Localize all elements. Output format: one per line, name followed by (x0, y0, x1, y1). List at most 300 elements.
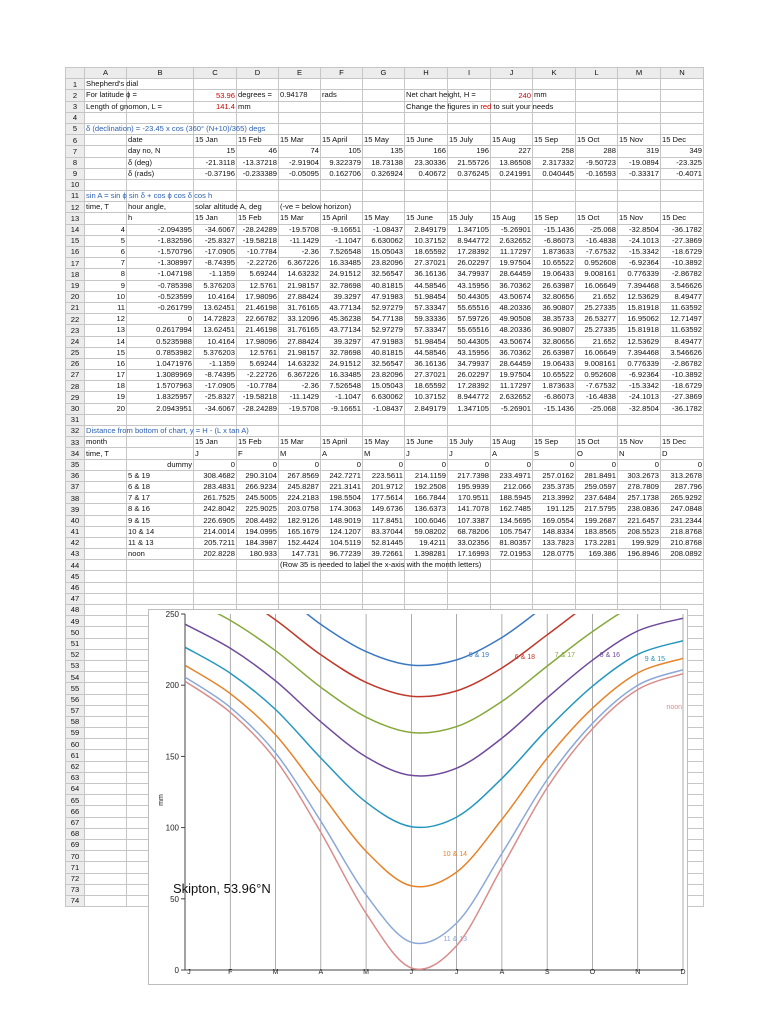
cell-f1[interactable] (321, 79, 363, 90)
cell-b18[interactable] (127, 269, 194, 280)
cell-f43[interactable] (321, 549, 363, 560)
row-header[interactable]: 53 (66, 660, 85, 671)
cell-j15[interactable] (491, 235, 533, 246)
row-header[interactable]: 49 (66, 616, 85, 627)
cell-c41[interactable] (194, 526, 237, 537)
cell-n31[interactable] (661, 414, 704, 425)
row-header[interactable]: 61 (66, 750, 85, 761)
cell-c19[interactable] (194, 280, 237, 291)
cell-k39[interactable] (533, 504, 576, 515)
cell-m42[interactable] (618, 537, 661, 548)
cell-f27[interactable] (321, 370, 363, 381)
cell-m44[interactable] (618, 560, 661, 571)
cell-m3[interactable] (618, 101, 661, 112)
cell-k16[interactable] (533, 247, 576, 258)
cell-c16[interactable] (194, 247, 237, 258)
cell-d14[interactable] (237, 224, 279, 235)
cell-m10[interactable] (618, 179, 661, 190)
row-header[interactable]: 38 (66, 493, 85, 504)
cell-a41[interactable] (85, 526, 127, 537)
cell-m5[interactable] (618, 123, 661, 134)
cell-e8[interactable] (279, 157, 321, 168)
cell-e1[interactable] (279, 79, 321, 90)
cell-i14[interactable] (448, 224, 491, 235)
cell-l32[interactable] (576, 426, 618, 437)
cell-j4[interactable] (491, 112, 533, 123)
cell-d33[interactable] (237, 437, 279, 448)
cell-d18[interactable] (237, 269, 279, 280)
cell-g36[interactable] (363, 470, 405, 481)
cell-d35[interactable] (237, 459, 279, 470)
cell-n32[interactable] (661, 426, 704, 437)
cell-k37[interactable] (533, 481, 576, 492)
cell-h8[interactable] (405, 157, 448, 168)
cell-n26[interactable] (661, 358, 704, 369)
cell-k35[interactable] (533, 459, 576, 470)
cell-i6[interactable] (448, 135, 491, 146)
cell-a74[interactable] (85, 895, 127, 906)
cell-j24[interactable] (491, 336, 533, 347)
cell-d44[interactable] (237, 560, 279, 571)
cell-k40[interactable] (533, 515, 576, 526)
cell-m43[interactable] (618, 549, 661, 560)
cell-n24[interactable] (661, 336, 704, 347)
cell-m41[interactable] (618, 526, 661, 537)
row-header[interactable]: 40 (66, 515, 85, 526)
cell-a36[interactable] (85, 470, 127, 481)
row-header[interactable]: 6 (66, 135, 85, 146)
cell-a6[interactable] (85, 135, 127, 146)
cell-e15[interactable] (279, 235, 321, 246)
cell-c12[interactable] (194, 202, 262, 213)
cell-l12[interactable] (576, 202, 618, 213)
cell-n5[interactable] (661, 123, 704, 134)
cell-m21[interactable] (618, 302, 661, 313)
cell-k4[interactable] (533, 112, 576, 123)
cell-b35[interactable] (127, 459, 194, 470)
cell-a53[interactable] (85, 660, 127, 671)
cell-j11[interactable] (491, 191, 533, 202)
row-header[interactable]: 21 (66, 302, 85, 313)
cell-a54[interactable] (85, 672, 127, 683)
cell-a10[interactable] (85, 179, 127, 190)
cell-d3[interactable] (237, 101, 279, 112)
cell-e22[interactable] (279, 314, 321, 325)
cell-l35[interactable] (576, 459, 618, 470)
cell-b15[interactable] (127, 235, 194, 246)
cell-e41[interactable] (279, 526, 321, 537)
cell-j25[interactable] (491, 347, 533, 358)
row-header[interactable]: 73 (66, 884, 85, 895)
cell-d15[interactable] (237, 235, 279, 246)
cell-n46[interactable] (661, 582, 704, 593)
cell-e33[interactable] (279, 437, 321, 448)
cell-a16[interactable] (85, 247, 127, 258)
cell-k36[interactable] (533, 470, 576, 481)
row-header[interactable]: 2 (66, 90, 85, 101)
cell-a9[interactable] (85, 168, 127, 179)
row-header[interactable]: 19 (66, 280, 85, 291)
cell-d31[interactable] (237, 414, 279, 425)
cell-l41[interactable] (576, 526, 618, 537)
cell-i29[interactable] (448, 392, 491, 403)
row-header[interactable]: 1 (66, 79, 85, 90)
cell-g27[interactable] (363, 370, 405, 381)
cell-b10[interactable] (127, 179, 194, 190)
cell-g25[interactable] (363, 347, 405, 358)
cell-k44[interactable] (533, 560, 576, 571)
row-header[interactable]: 33 (66, 437, 85, 448)
cell-a3[interactable] (85, 101, 162, 112)
cell-a37[interactable] (85, 481, 127, 492)
cell-h35[interactable] (405, 459, 448, 470)
cell-a57[interactable] (85, 705, 127, 716)
cell-a19[interactable] (85, 280, 127, 291)
cell-h26[interactable] (405, 358, 448, 369)
cell-f33[interactable] (321, 437, 363, 448)
cell-a46[interactable] (85, 582, 127, 593)
cell-b21[interactable] (127, 302, 194, 313)
cell-f39[interactable] (321, 504, 363, 515)
cell-g28[interactable] (363, 381, 405, 392)
cell-e47[interactable] (279, 593, 321, 604)
cell-n35[interactable] (661, 459, 704, 470)
row-header[interactable]: 28 (66, 381, 85, 392)
cell-a32[interactable] (85, 426, 249, 437)
corner-cell[interactable] (66, 68, 85, 79)
cell-a13[interactable] (85, 213, 127, 224)
cell-g4[interactable] (363, 112, 405, 123)
cell-l38[interactable] (576, 493, 618, 504)
row-header[interactable]: 51 (66, 638, 85, 649)
cell-b30[interactable] (127, 403, 194, 414)
cell-i11[interactable] (448, 191, 491, 202)
cell-e23[interactable] (279, 325, 321, 336)
cell-l23[interactable] (576, 325, 618, 336)
cell-k38[interactable] (533, 493, 576, 504)
cell-f47[interactable] (321, 593, 363, 604)
cell-i45[interactable] (448, 571, 491, 582)
cell-h23[interactable] (405, 325, 448, 336)
cell-n39[interactable] (661, 504, 704, 515)
row-header[interactable]: 71 (66, 862, 85, 873)
cell-g31[interactable] (363, 414, 405, 425)
cell-j13[interactable] (491, 213, 533, 224)
cell-m2[interactable] (618, 90, 661, 101)
cell-n45[interactable] (661, 571, 704, 582)
series-line-2[interactable] (185, 610, 683, 733)
cell-f5[interactable] (321, 123, 363, 134)
cell-e35[interactable] (279, 459, 321, 470)
cell-a51[interactable] (85, 638, 127, 649)
cell-b8[interactable] (127, 157, 194, 168)
cell-d41[interactable] (237, 526, 279, 537)
cell-a22[interactable] (85, 314, 127, 325)
cell-i40[interactable] (448, 515, 491, 526)
cell-j6[interactable] (491, 135, 533, 146)
cell-i25[interactable] (448, 347, 491, 358)
row-header[interactable]: 68 (66, 828, 85, 839)
row-header[interactable]: 63 (66, 772, 85, 783)
cell-n22[interactable] (661, 314, 704, 325)
cell-d30[interactable] (237, 403, 279, 414)
cell-g35[interactable] (363, 459, 405, 470)
row-header[interactable]: 59 (66, 728, 85, 739)
cell-e32[interactable] (279, 426, 321, 437)
cell-h32[interactable] (405, 426, 448, 437)
cell-n40[interactable] (661, 515, 704, 526)
cell-g24[interactable] (363, 336, 405, 347)
cell-e26[interactable] (279, 358, 321, 369)
cell-b6[interactable] (127, 135, 194, 146)
cell-b37[interactable] (127, 481, 194, 492)
cell-f41[interactable] (321, 526, 363, 537)
cell-g14[interactable] (363, 224, 405, 235)
cell-e9[interactable] (279, 168, 321, 179)
cell-l19[interactable] (576, 280, 618, 291)
cell-b23[interactable] (127, 325, 194, 336)
row-header[interactable]: 11 (66, 191, 85, 202)
cell-i43[interactable] (448, 549, 491, 560)
cell-i9[interactable] (448, 168, 491, 179)
cell-h28[interactable] (405, 381, 448, 392)
cell-c30[interactable] (194, 403, 237, 414)
cell-e38[interactable] (279, 493, 321, 504)
cell-e3[interactable] (279, 101, 321, 112)
cell-f31[interactable] (321, 414, 363, 425)
cell-n44[interactable] (661, 560, 704, 571)
cell-k42[interactable] (533, 537, 576, 548)
cell-e25[interactable] (279, 347, 321, 358)
cell-c35[interactable] (194, 459, 237, 470)
cell-m4[interactable] (618, 112, 661, 123)
column-header-f[interactable]: F (321, 68, 363, 79)
cell-g21[interactable] (363, 302, 405, 313)
row-header[interactable]: 62 (66, 761, 85, 772)
cell-h47[interactable] (405, 593, 448, 604)
cell-f40[interactable] (321, 515, 363, 526)
cell-h6[interactable] (405, 135, 448, 146)
cell-f7[interactable] (321, 146, 363, 157)
cell-n4[interactable] (661, 112, 704, 123)
cell-j18[interactable] (491, 269, 533, 280)
cell-j44[interactable] (491, 560, 533, 571)
row-header[interactable]: 26 (66, 358, 85, 369)
row-header[interactable]: 4 (66, 112, 85, 123)
cell-e21[interactable] (279, 302, 321, 313)
cell-b12[interactable] (127, 202, 194, 213)
cell-k12[interactable] (533, 202, 576, 213)
cell-a17[interactable] (85, 258, 127, 269)
cell-b47[interactable] (127, 593, 194, 604)
row-header[interactable]: 41 (66, 526, 85, 537)
cell-j41[interactable] (491, 526, 533, 537)
cell-i20[interactable] (448, 291, 491, 302)
cell-h37[interactable] (405, 481, 448, 492)
cell-b14[interactable] (127, 224, 194, 235)
cell-h19[interactable] (405, 280, 448, 291)
cell-h13[interactable] (405, 213, 448, 224)
cell-j1[interactable] (491, 79, 533, 90)
cell-m20[interactable] (618, 291, 661, 302)
cell-e37[interactable] (279, 481, 321, 492)
cell-k8[interactable] (533, 157, 576, 168)
cell-j14[interactable] (491, 224, 533, 235)
cell-g10[interactable] (363, 179, 405, 190)
cell-h9[interactable] (405, 168, 448, 179)
cell-i8[interactable] (448, 157, 491, 168)
cell-i4[interactable] (448, 112, 491, 123)
cell-a44[interactable] (85, 560, 127, 571)
row-header[interactable]: 22 (66, 314, 85, 325)
cell-j12[interactable] (491, 202, 533, 213)
cell-h27[interactable] (405, 370, 448, 381)
cell-c20[interactable] (194, 291, 237, 302)
cell-b42[interactable] (127, 537, 194, 548)
column-header-e[interactable]: E (279, 68, 321, 79)
cell-d43[interactable] (237, 549, 279, 560)
cell-f36[interactable] (321, 470, 363, 481)
cell-h34[interactable] (405, 448, 448, 459)
cell-c37[interactable] (194, 481, 237, 492)
row-header[interactable]: 66 (66, 806, 85, 817)
row-header[interactable]: 44 (66, 560, 85, 571)
cell-b7[interactable] (127, 146, 194, 157)
cell-j23[interactable] (491, 325, 533, 336)
cell-j32[interactable] (491, 426, 533, 437)
cell-g11[interactable] (363, 191, 405, 202)
cell-d38[interactable] (237, 493, 279, 504)
row-header[interactable]: 5 (66, 123, 85, 134)
cell-a67[interactable] (85, 817, 127, 828)
cell-g17[interactable] (363, 258, 405, 269)
row-header[interactable]: 54 (66, 672, 85, 683)
cell-f30[interactable] (321, 403, 363, 414)
cell-a1[interactable] (85, 79, 139, 90)
cell-e6[interactable] (279, 135, 321, 146)
row-header[interactable]: 46 (66, 582, 85, 593)
cell-a42[interactable] (85, 537, 127, 548)
row-header[interactable]: 32 (66, 426, 85, 437)
cell-m46[interactable] (618, 582, 661, 593)
cell-n11[interactable] (661, 191, 704, 202)
cell-a61[interactable] (85, 750, 127, 761)
cell-l11[interactable] (576, 191, 618, 202)
cell-a63[interactable] (85, 772, 127, 783)
cell-i42[interactable] (448, 537, 491, 548)
cell-d6[interactable] (237, 135, 279, 146)
cell-c14[interactable] (194, 224, 237, 235)
cell-d36[interactable] (237, 470, 279, 481)
cell-k1[interactable] (533, 79, 576, 90)
cell-h14[interactable] (405, 224, 448, 235)
cell-f17[interactable] (321, 258, 363, 269)
cell-f3[interactable] (321, 101, 363, 112)
cell-e14[interactable] (279, 224, 321, 235)
cell-f16[interactable] (321, 247, 363, 258)
cell-m29[interactable] (618, 392, 661, 403)
cell-h43[interactable] (405, 549, 448, 560)
row-header[interactable]: 52 (66, 649, 85, 660)
cell-n30[interactable] (661, 403, 704, 414)
cell-d34[interactable] (237, 448, 279, 459)
cell-l14[interactable] (576, 224, 618, 235)
cell-g12[interactable] (363, 202, 405, 213)
cell-f6[interactable] (321, 135, 363, 146)
cell-c33[interactable] (194, 437, 237, 448)
cell-l40[interactable] (576, 515, 618, 526)
cell-a12[interactable] (85, 202, 127, 213)
cell-l8[interactable] (576, 157, 618, 168)
cell-e29[interactable] (279, 392, 321, 403)
cell-c13[interactable] (194, 213, 237, 224)
cell-f18[interactable] (321, 269, 363, 280)
row-header[interactable]: 42 (66, 537, 85, 548)
cell-d23[interactable] (237, 325, 279, 336)
cell-f35[interactable] (321, 459, 363, 470)
cell-k47[interactable] (533, 593, 576, 604)
column-header-l[interactable]: L (576, 68, 618, 79)
cell-e2[interactable] (279, 90, 321, 101)
cell-h39[interactable] (405, 504, 448, 515)
row-header[interactable]: 74 (66, 895, 85, 906)
cell-g38[interactable] (363, 493, 405, 504)
cell-n38[interactable] (661, 493, 704, 504)
cell-a29[interactable] (85, 392, 127, 403)
cell-l21[interactable] (576, 302, 618, 313)
cell-e36[interactable] (279, 470, 321, 481)
cell-j43[interactable] (491, 549, 533, 560)
cell-i7[interactable] (448, 146, 491, 157)
cell-a38[interactable] (85, 493, 127, 504)
cell-c22[interactable] (194, 314, 237, 325)
row-header[interactable]: 16 (66, 247, 85, 258)
cell-g7[interactable] (363, 146, 405, 157)
cell-l10[interactable] (576, 179, 618, 190)
cell-k32[interactable] (533, 426, 576, 437)
cell-i13[interactable] (448, 213, 491, 224)
cell-m28[interactable] (618, 381, 661, 392)
cell-l44[interactable] (576, 560, 618, 571)
cell-l2[interactable] (576, 90, 618, 101)
cell-f29[interactable] (321, 392, 363, 403)
cell-d47[interactable] (237, 593, 279, 604)
cell-i22[interactable] (448, 314, 491, 325)
cell-d25[interactable] (237, 347, 279, 358)
row-header[interactable]: 24 (66, 336, 85, 347)
cell-d28[interactable] (237, 381, 279, 392)
cell-g32[interactable] (363, 426, 405, 437)
cell-m13[interactable] (618, 213, 661, 224)
cell-i32[interactable] (448, 426, 491, 437)
cell-b26[interactable] (127, 358, 194, 369)
row-header[interactable]: 31 (66, 414, 85, 425)
cell-h5[interactable] (405, 123, 448, 134)
cell-m17[interactable] (618, 258, 661, 269)
cell-m1[interactable] (618, 79, 661, 90)
cell-h10[interactable] (405, 179, 448, 190)
cell-l20[interactable] (576, 291, 618, 302)
cell-k7[interactable] (533, 146, 576, 157)
cell-i37[interactable] (448, 481, 491, 492)
row-header[interactable]: 13 (66, 213, 85, 224)
cell-e24[interactable] (279, 336, 321, 347)
row-header[interactable]: 25 (66, 347, 85, 358)
cell-l1[interactable] (576, 79, 618, 90)
cell-h7[interactable] (405, 146, 448, 157)
cell-j19[interactable] (491, 280, 533, 291)
cell-f8[interactable] (321, 157, 363, 168)
